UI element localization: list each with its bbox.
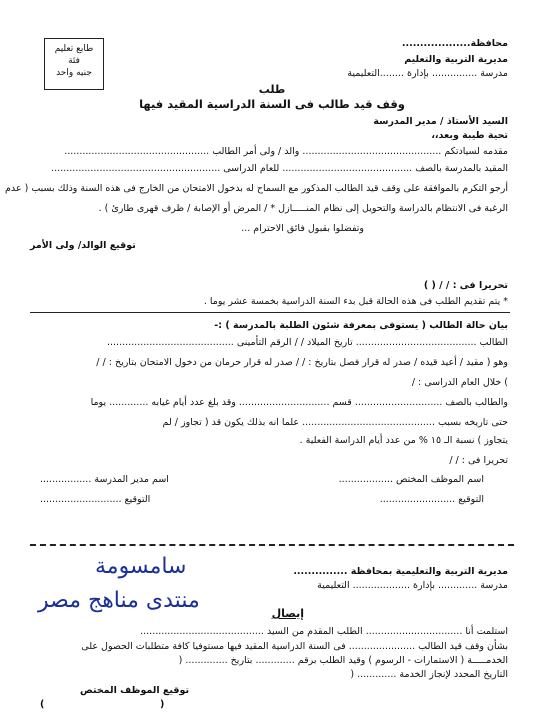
school-admin: مدرسة ............... بإدارة ........التعليمية [347, 68, 508, 79]
receipt-school-admin: مدرسة ............. بإدارة ................... التعليمية [317, 580, 508, 591]
manager-signature: التوقيع ........................... [40, 494, 151, 505]
status-line-3: ) خلال العام الدراسى : / [411, 377, 508, 388]
status-line-2: وهو ( مقيد / أعيد قيده / صدر له قرار فصل بتاريخ : / / صدر له قرار حرمان من دخول الامتحان بتاريخ : / / [96, 357, 508, 368]
status-line-4: والطالب بالصف ............................. قسم .............................. وقد بلغ عدد أيام غيابه ............. يوما [90, 397, 508, 408]
status-line-6: يتجاوز ) نسبة الـ ١٥ % من عدد أيام الدراسة الفعلية . [299, 435, 508, 446]
status-title: بيان حالة الطالب ( يستوفى بمعرفة شئون الطلبة بالمدرسة ) :- [214, 320, 508, 331]
fee-stamp-box [44, 38, 104, 90]
receipt-line-1: استلمت أنا ................................ الطلب المقدم من السيد ......................................... [140, 626, 508, 637]
receipt-line-4: التاريخ المحدد لإنجاز الخدمة ............. ( [350, 669, 508, 680]
stamp-line-1: طابع تعليم [54, 44, 94, 54]
receipt-directorate: مديرية التربية والتعليمية بمحافظة ............... [293, 566, 508, 577]
request-title: طلب [258, 83, 286, 96]
section-divider [30, 312, 510, 313]
status-line-1: الطالب ........................................ تاريخ الميلاد / / الرقم التأمينى .......................................... [107, 337, 508, 348]
manager-name: اسم مدير المدرسة ................. [40, 474, 169, 485]
closing-thanks: وتفضلوا بقبول فائق الاحترام ... [241, 223, 364, 234]
request-body-1: أرجو التكرم بالموافقة على وقف قيد الطالب المذكور مع السماح له بدخول الامتحان من الخارج فى هذه السنة وذلك بسبب ( عدم [5, 183, 508, 194]
request-subtitle: وقف قيد طالب فى السنة الدراسية المقيد فيها [139, 97, 405, 111]
cut-line [30, 544, 514, 546]
addressee: السيد الأستاذ / مدير المدرسة [373, 116, 508, 127]
governorate: محافظة................... [401, 38, 508, 49]
status-date: تحريرا فى : / / [449, 455, 508, 466]
receipt-clerk-signature: توقيع الموظف المختص [80, 685, 190, 696]
receipt-title: إيصال [271, 607, 304, 620]
watermark-line-2: منتدى مناهج مصر [38, 588, 200, 613]
request-date: تحريرا فى : / / ( ) [423, 280, 508, 291]
receipt-line-2: بشأن وقف قيد الطالب ...................... فى السنة الدراسية المقيد فيها مستوفيا كافة متطلبات الحصول على [81, 641, 508, 652]
receipt-bracket: ( [40, 699, 45, 710]
watermark-line-1: سامسومة [95, 554, 187, 579]
clerk-name: اسم الموظف المختص .................. [338, 474, 484, 485]
clerk-signature: التوقيع ......................... [379, 494, 484, 505]
greeting: تحية طيبة وبعد،، [431, 130, 508, 141]
directorate: مديرية التربية والتعليم [404, 54, 508, 65]
stamp-line-2: فئة [68, 56, 80, 66]
grade-line: المقيد بالمدرسة بالصف ........................................... للعام الدراسى ........................................................ [51, 163, 508, 174]
request-note: * يتم تقديم الطلب فى هذه الحالة قبل بدء السنة الدراسية بخمسة عشر يوما . [203, 296, 508, 307]
status-line-5: حتى تاريخه بسبب ............................................ علما انه بذلك يكون قد ( تجاوز / لم [162, 417, 508, 428]
request-body-2: الرغبة فى الانتظام بالدراسة والتحويل إلى نظام المنـــــازل * / المرض أو الإصابة / ظرف قهرى طارئ ) . [98, 203, 508, 214]
stamp-line-3: جنيه واحد [56, 68, 92, 78]
guardian-signature: توقيع الوالد/ ولى الأمر [30, 240, 136, 251]
receipt-bracket-close: ) [160, 699, 165, 710]
receipt-line-3: الخدمـــــة ( الاستمارات - الرسوم ) وقيد الطلب برقم ............. بتاريخ .............. ( [178, 655, 508, 666]
applicant-line: مقدمه لسيادتكم .............................................. والد / ولى أمر الطالب ................................................ [64, 146, 508, 157]
